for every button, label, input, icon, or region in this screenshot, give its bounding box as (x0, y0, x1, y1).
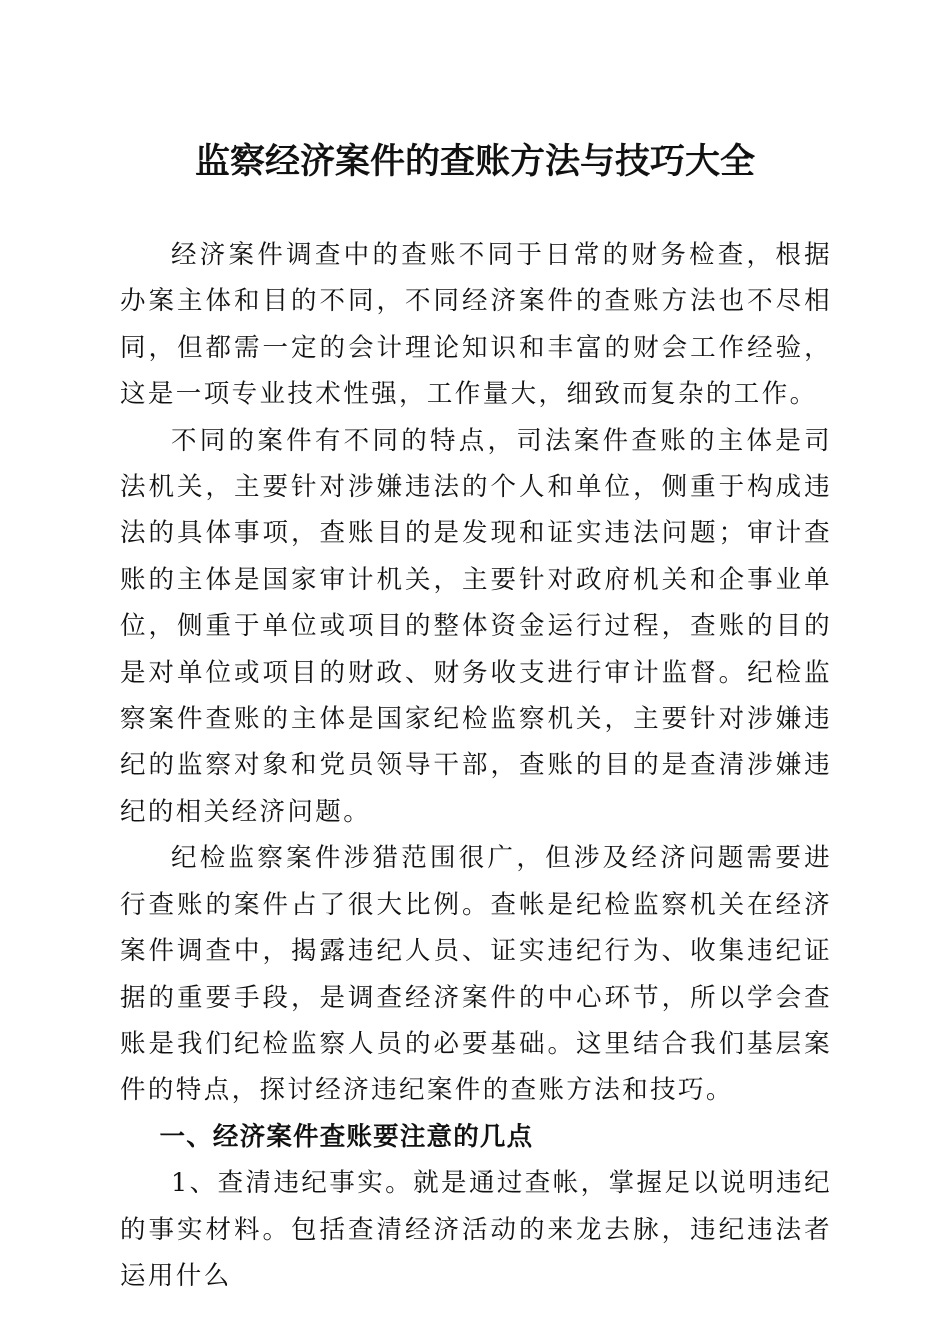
body-paragraph-2: 不同的案件有不同的特点，司法案件查账的主体是司法机关，主要针对涉嫌违法的个人和单位，侧重于构成违法的具体事项，查账目的是发现和证实违法问题；审计查账的主体是国家审计机关，主要针对政府机关和企事业单位，侧重于单位或项目的整体资金运行过程，查账的目的是对单位或项目的财政、财务收支进行审计监督。纪检监察案件查账的主体是国家纪检监察机关，主要针对涉嫌违纪的监察对象和党员领导干部，查账的目的是查清涉嫌违纪的相关经济问题。 (120, 425, 832, 827)
document-body (120, 232, 832, 1291)
body-paragraph-1: 经济案件调查中的查账不同于日常的财务检查，根据办案主体和目的不同，不同经济案件的查账方法也不尽相同，但都需一定的会计理论知识和丰富的财会工作经验，这是一项专业技术性强，工作量大，细致而复杂的工作。 (120, 240, 832, 410)
document-title: 监察经济案件的查账方法与技巧大全 (194, 141, 755, 182)
body-paragraph-3: 纪检监察案件涉猎范围很广，但涉及经济问题需要进行查账的案件占了很大比例。查帐是纪检监察机关在经济案件调查中，揭露违纪人员、证实违纪行为、收集违纪证据的重要手段，是调查经济案件的中心环节，所以学会查账是我们纪检监察人员的必要基础。这里结合我们基层案件的特点，探讨经济违纪案件的查账方法和技巧。 (120, 843, 832, 1106)
section-heading: 一、经济案件查账要注意的几点 (159, 1121, 534, 1152)
body-paragraph-item-1: 1、查清违纪事实。就是通过查帐，掌握足以说明违纪的事实材料。包括查清经济活动的来龙去脉，违纪违法者运用什么 (120, 1168, 832, 1291)
